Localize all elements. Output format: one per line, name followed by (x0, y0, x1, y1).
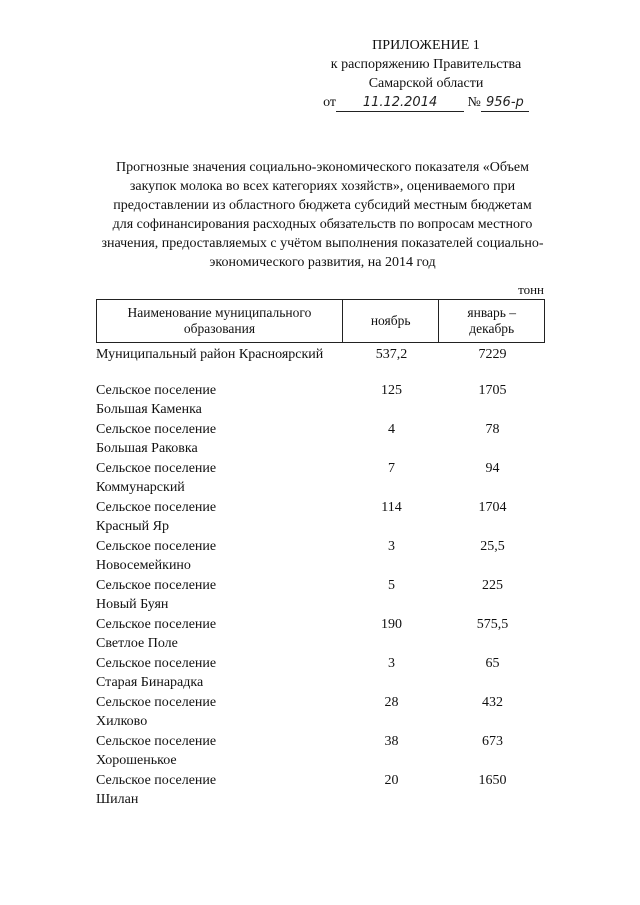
row-name: Сельское поселение Светлое Поле (96, 617, 217, 651)
header-name: Наименование муниципального образования (97, 300, 343, 342)
row-november: 3 (388, 539, 395, 554)
appendix-header (306, 36, 546, 112)
row-november: 114 (381, 500, 402, 515)
appendix-region: Самарской области (368, 76, 484, 91)
table-row (96, 771, 545, 810)
appendix-subtitle: к распоряжению Правительства (330, 57, 522, 72)
title-line: Прогнозные значения социально-экономического показателя «Объем (115, 160, 529, 175)
row-name: Сельское поселение Новосемейкино (96, 539, 217, 573)
row-name: Муниципальный район Красноярский (96, 347, 324, 362)
handwritten-date: 11.12.2014 (336, 95, 464, 112)
row-name: Сельское поселение Шилан (96, 773, 217, 807)
row-name: Сельское поселение Большая Каменка (96, 383, 217, 417)
row-year: 1705 (478, 383, 507, 398)
row-year: 65 (485, 656, 500, 671)
row-november: 7 (388, 461, 395, 476)
handwritten-number: 956-р (481, 95, 529, 112)
table-row (96, 381, 545, 420)
table-row (96, 576, 545, 615)
row-year: 1704 (478, 500, 507, 515)
row-november: 38 (384, 734, 399, 749)
row-november: 190 (381, 617, 402, 632)
title-line: предоставлении из областного бюджета субсидий местным бюджетам (113, 198, 532, 213)
row-name: Сельское поселение Хорошенькое (96, 734, 217, 768)
date-prefix: от (323, 95, 337, 110)
table-row (96, 537, 545, 576)
row-november: 28 (384, 695, 399, 710)
title-line: значения, предоставляемых с учётом выполнения показателей социально- (101, 236, 544, 251)
number-prefix: № (467, 95, 481, 110)
title-line: экономического развития, на 2014 год (209, 255, 436, 270)
row-name: Сельское поселение Большая Раковка (96, 422, 217, 456)
row-name: Сельское поселение Хилково (96, 695, 217, 729)
data-table (96, 299, 545, 810)
row-year: 575,5 (476, 617, 509, 632)
unit-label: тонн (518, 282, 544, 297)
table-row (96, 615, 545, 654)
row-year: 225 (482, 578, 503, 593)
table-row (96, 732, 545, 771)
row-year: 94 (485, 461, 500, 476)
row-year: 7229 (478, 347, 507, 362)
table-header (96, 299, 545, 343)
table-row-total (96, 345, 545, 381)
row-november: 537,2 (375, 347, 408, 362)
row-november: 5 (388, 578, 395, 593)
row-november: 3 (388, 656, 395, 671)
table-row (96, 498, 545, 537)
row-year: 78 (485, 422, 500, 437)
title-line: закупок молока во всех категориях хозяйств», оцениваемого при (129, 179, 516, 194)
title-line: для софинансирования расходных обязательств по вопросам местного (112, 217, 533, 232)
header-jan-dec: январь – декабрь (467, 305, 517, 336)
row-name: Сельское поселение Красный Яр (96, 500, 217, 534)
row-name: Сельское поселение Новый Буян (96, 578, 217, 612)
table-row (96, 459, 545, 498)
table-row (96, 654, 545, 693)
row-november: 20 (384, 773, 399, 788)
appendix-title: ПРИЛОЖЕНИЕ 1 (372, 38, 480, 53)
row-year: 25,5 (480, 539, 505, 554)
date-number-line (306, 93, 546, 112)
table-row (96, 693, 545, 732)
table-row (96, 420, 545, 459)
row-name: Сельское поселение Старая Бинарадка (96, 656, 217, 690)
row-november: 4 (388, 422, 395, 437)
row-name: Сельское поселение Коммунарский (96, 461, 217, 495)
document-title (100, 158, 545, 272)
header-november: ноябрь (343, 300, 440, 342)
row-year: 1650 (478, 773, 507, 788)
row-november: 125 (381, 383, 402, 398)
row-year: 432 (482, 695, 503, 710)
row-year: 673 (482, 734, 503, 749)
